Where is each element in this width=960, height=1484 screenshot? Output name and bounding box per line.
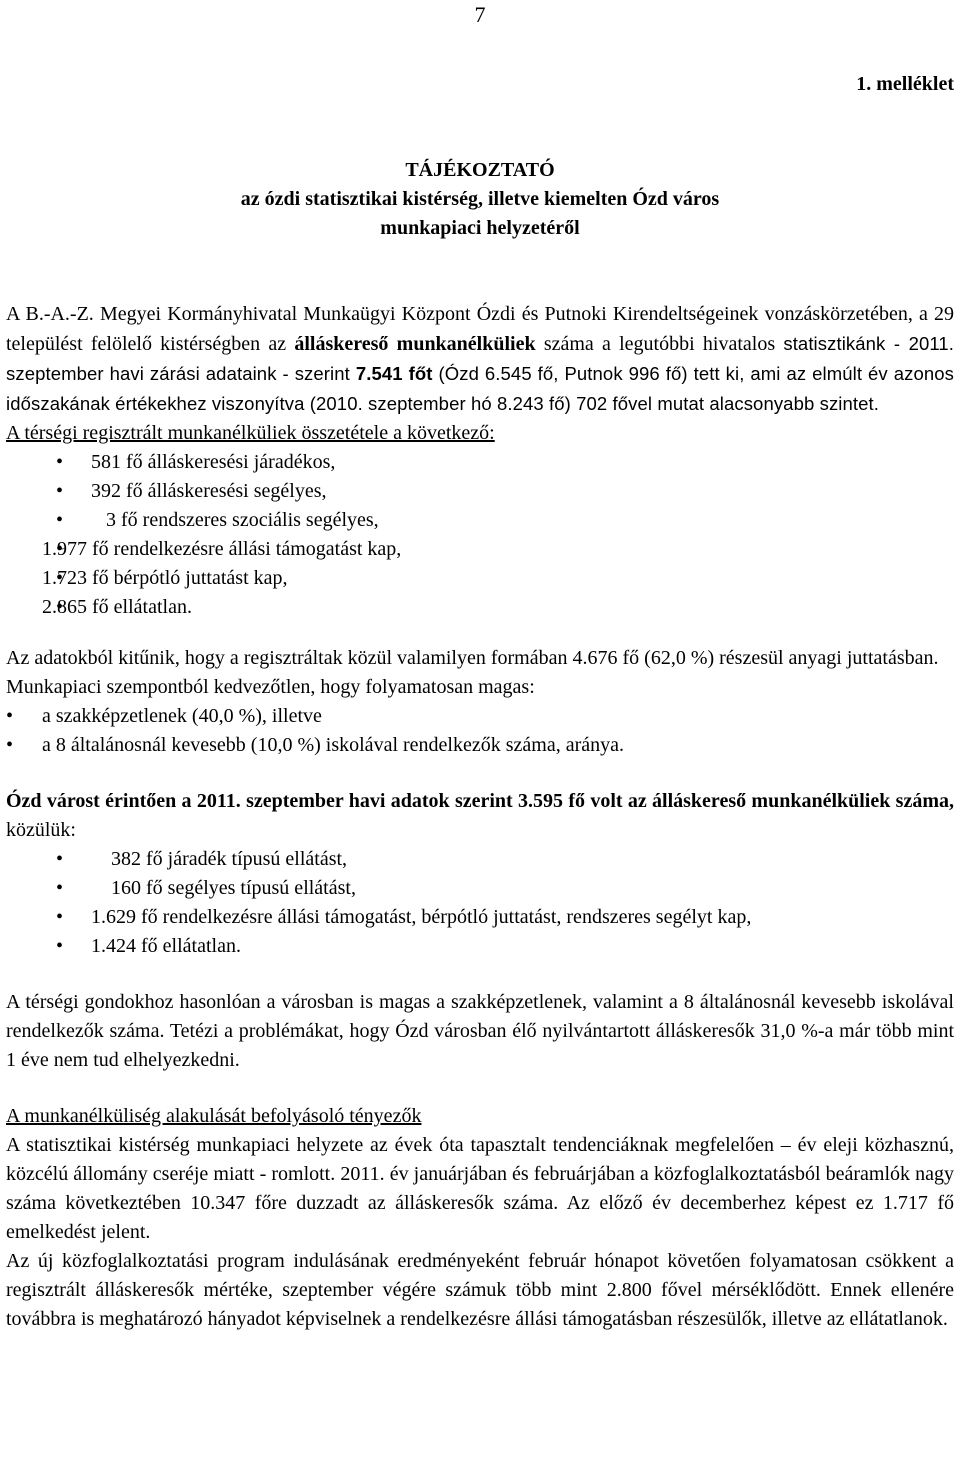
- intro-bold-1: álláskereső munkanélküliek: [294, 333, 536, 355]
- factors-paragraph-2: Az új közfoglalkoztatási program indulásának eredményeként február hónapot követően folyamatosan csökkent a regisztrált álláskeresők mértéke, szeptember végére számuk több mint 2.800 fővel mérséklődött. Ennek ellenére továbbra is meghatározó hányadot képviselnek a rendelkezésre állási támogatásban részesülők, illetve az ellátatlanok.: [6, 1250, 954, 1330]
- list-item: • 1.977 fő rendelkezésre állási támogatást kap,: [6, 535, 954, 564]
- title-line-3: munkapiaci helyzetéről: [380, 217, 580, 239]
- intro-bold-2: 7.541 főt: [355, 363, 433, 384]
- factors-paragraph-1: A statisztikai kistérség munkapiaci helyzete az évek óta tapasztalt tendenciáknak megfelelően – év eleji közhasznú, közcélú állomány cseréje miatt - romlott. 2011. év januárjában és februárjában a közfoglalkoztatásból beáramlók nagy száma következtében 10.347 főre duzzadt az álláskeresők száma. Az előző év decemberhez képest ez 1.717 fő emelkedést jelent.: [6, 1134, 954, 1243]
- list-item: [6, 506, 954, 535]
- unfavourable-intro: Munkapiaci szempontból kedvezőtlen, hogy folyamatosan magas:: [6, 676, 535, 698]
- list-item: • 392 fő álláskeresési segélyes,: [6, 477, 954, 506]
- title-line-2: az ózdi statisztikai kistérség, illetve kiemelten Ózd város: [240, 188, 720, 210]
- list-item: • 160 fő segélyes típusú ellátást,: [6, 874, 954, 903]
- list-item: • 382 fő járadék típusú ellátást,: [6, 845, 954, 874]
- list-item: • 581 fő álláskeresési járadékos,: [6, 448, 954, 477]
- list-item: • 2.865 fő ellátatlan.: [6, 593, 954, 622]
- title-line-1: TÁJÉKOZTATÓ: [405, 159, 555, 181]
- list-item: • 1.629 fő rendelkezésre állási támogatást, bérpótló juttatást, rendszeres segélyt kap,: [6, 903, 954, 932]
- ozd-bold-text: Ózd várost érintően a 2011. szeptember havi adatok szerint 3.595 fő volt az álláskereső munkanélküliek száma,: [6, 790, 954, 812]
- factors-heading: A munkanélküliség alakulását befolyásoló tényezők: [6, 1105, 422, 1127]
- list-item: • a 8 általánosnál kevesebb (10,0 %) iskolával rendelkezők száma, aránya.: [6, 731, 954, 760]
- annex-label: 1. melléklet: [856, 73, 954, 95]
- list-item: • 1.424 fő ellátatlan.: [6, 932, 954, 961]
- unfavourable-list: [6, 702, 954, 760]
- list-item: • a szakképzetlenek (40,0 %), illetve: [6, 702, 954, 731]
- benefit-paragraph: Az adatokból kitűnik, hogy a regisztráltak közül valamilyen formában 4.676 fő (62,0 %) részesül anyagi juttatásban.: [6, 647, 939, 669]
- composition-list: [6, 448, 954, 622]
- intro-sans-2: (Ózd 6.545 fő, Putnok 996 fő) tett ki, ami az elmúlt év azonos időszakának értékekhez viszonyítva (2010. szeptember hó 8.243 fő) 702 fővel mutat alacsonyabb szintet.: [6, 363, 954, 414]
- document-title: [0, 156, 960, 243]
- region-paragraph: A térségi gondokhoz hasonlóan a városban is magas a szakképzetlenek, valamint a 8 általánosnál kevesebb iskolával rendelkezők száma. Tetézi a problémákat, hogy Ózd városban élő nyilvántartott álláskeresők 31,0 %-a már több mint 1 éve nem tud elhelyezkedni.: [6, 991, 954, 1071]
- document-body: [6, 300, 954, 1334]
- intro-text-2: száma a legutóbbi hivatalos: [535, 333, 784, 355]
- list-item-text: 3 fő rendszeres szociális segélyes,: [91, 509, 379, 531]
- list-item: • 1.723 fő bérpótló juttatást kap,: [6, 564, 954, 593]
- ozd-normal-text: közülük:: [6, 819, 76, 841]
- page-number: 7: [474, 2, 486, 27]
- intro-sans-1: statisztikánk - 2011. szeptember havi zárási adataink - szerint: [6, 333, 955, 384]
- intro-paragraph: [6, 300, 954, 419]
- ozd-paragraph: [6, 787, 954, 845]
- ozd-list: [6, 845, 954, 961]
- intro-text-1: A B.-A.-Z. Megyei Kormányhivatal Munkaügyi Központ Ózdi és Putnoki Kirendeltségeinek vonzáskörzetében, a 29 települést felölelő kistérségben az: [6, 303, 954, 355]
- composition-heading: A térségi regisztrált munkanélküliek összetétele a következő:: [6, 422, 495, 444]
